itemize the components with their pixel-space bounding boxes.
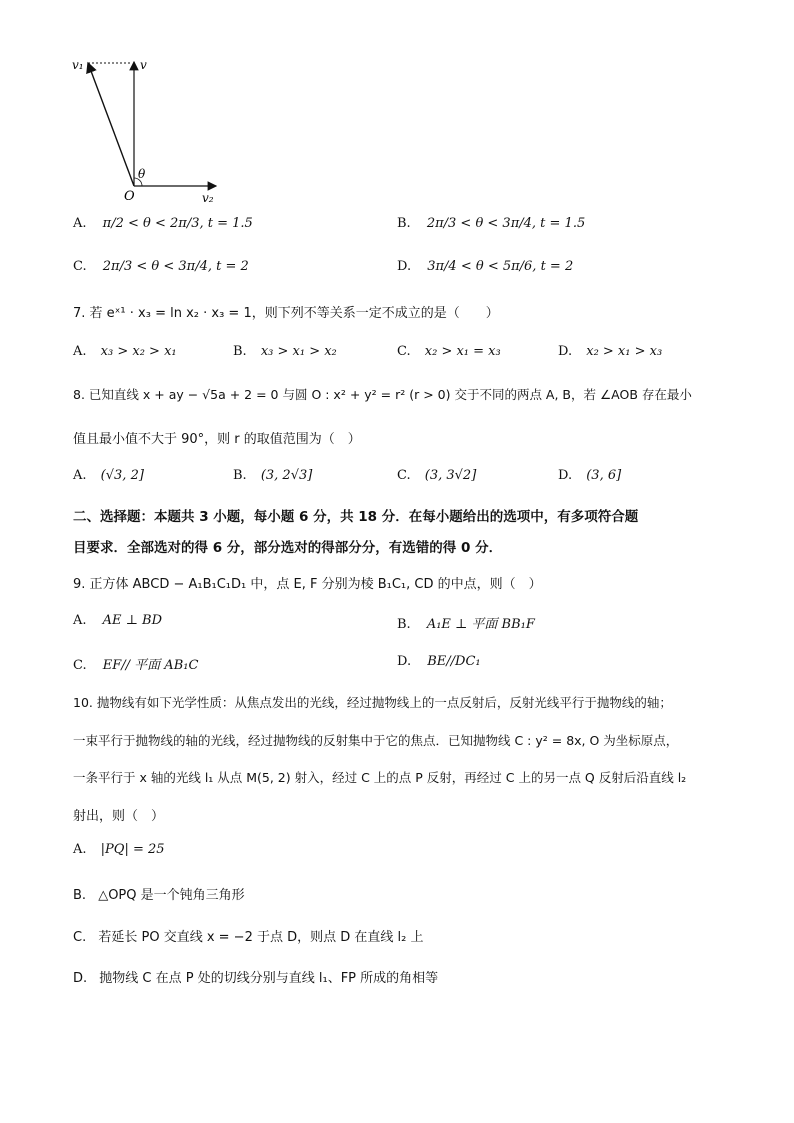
- q7-option-b[interactable]: B. x₃ > x₁ > x₂: [233, 344, 337, 359]
- label-origin: O: [124, 189, 135, 204]
- q9-option-d[interactable]: D. BE//DC₁: [397, 654, 481, 669]
- q6-option-b[interactable]: B. 2π/3 < θ < 3π/4, t = 1.5: [397, 216, 586, 231]
- q9-option-c[interactable]: C. EF// 平面 AB₁C: [73, 658, 199, 673]
- q7-option-d[interactable]: D. x₂ > x₁ > x₃: [558, 344, 663, 359]
- section2-heading-line2: 目要求．全部选对的得 6 分，部分选对的得部分分，有选错的得 0 分．: [73, 540, 503, 556]
- label-v2: v₂: [202, 191, 214, 205]
- q8-option-a[interactable]: A. (√3, 2]: [73, 468, 144, 483]
- label-v: v: [140, 58, 147, 72]
- q8-option-c[interactable]: C. (3, 3√2]: [397, 468, 477, 483]
- q10-option-a[interactable]: A. |PQ| = 25: [73, 842, 165, 857]
- q10-stem-line1: 10. 抛物线有如下光学性质：从焦点发出的光线，经过抛物线上的一点反射后，反射光线平行于抛物线的轴；: [73, 695, 672, 710]
- q8-option-b[interactable]: B. (3, 2√3]: [233, 468, 313, 483]
- q10-stem-line2: 一束平行于抛物线的轴的光线，经过抛物线的反射集中于它的焦点．已知抛物线 C : y² = 8x, O 为坐标原点，: [73, 733, 679, 748]
- velocity-diagram: [60, 52, 240, 207]
- q10-option-b[interactable]: B. △OPQ 是一个钝角三角形: [73, 888, 245, 903]
- q7-option-c[interactable]: C. x₂ > x₁ = x₃: [397, 344, 501, 359]
- q6-option-d[interactable]: D. 3π/4 < θ < 5π/6, t = 2: [397, 259, 574, 274]
- q9-option-b[interactable]: B. A₁E ⊥ 平面 BB₁F: [397, 617, 535, 632]
- label-theta: θ: [138, 167, 146, 181]
- q10-option-d[interactable]: D. 抛物线 C 在点 P 处的切线分别与直线 l₁、FP 所成的角相等: [73, 971, 439, 986]
- q6-option-c[interactable]: C. 2π/3 < θ < 3π/4, t = 2: [73, 259, 249, 274]
- q8-option-d[interactable]: D. (3, 6]: [558, 468, 622, 483]
- q9-option-a[interactable]: A. AE ⊥ BD: [73, 613, 163, 628]
- q7-stem: 7. 若 eˣ¹ · x₃ = ln x₂ · x₃ = 1，则下列不等关系一定不成立的是（ ）: [73, 306, 499, 321]
- vector-v1: [88, 63, 134, 186]
- q6-option-a[interactable]: A. π/2 < θ < 2π/3, t = 1.5: [73, 216, 253, 231]
- q9-stem: 9. 正方体 ABCD − A₁B₁C₁D₁ 中，点 E, F 分别为棱 B₁C₁, CD 的中点，则（ ）: [73, 577, 542, 592]
- q8-stem-line1: 8. 已知直线 x + ay − √5a + 2 = 0 与圆 O : x² + y² = r² (r > 0) 交于不同的两点 A, B，若 ∠AOB 存在最小: [73, 387, 692, 402]
- q8-stem-line2: 值且最小值不大于 90°，则 r 的取值范围为（ ）: [73, 432, 361, 447]
- q10-stem-line4: 射出，则（ ）: [73, 809, 165, 824]
- label-v1: v₁: [72, 58, 84, 72]
- section2-heading-line1: 二、选择题：本题共 3 小题，每小题 6 分，共 18 分．在每小题给出的选项中，有多项符合题: [73, 509, 639, 525]
- q10-option-c[interactable]: C. 若延长 PO 交直线 x = −2 于点 D，则点 D 在直线 l₂ 上: [73, 930, 424, 945]
- q7-option-a[interactable]: A. x₃ > x₂ > x₁: [73, 344, 177, 359]
- q10-stem-line3: 一条平行于 x 轴的光线 l₁ 从点 M(5, 2) 射入，经过 C 上的点 P 反射，再经过 C 上的另一点 Q 反射后沿直线 l₂: [73, 770, 687, 785]
